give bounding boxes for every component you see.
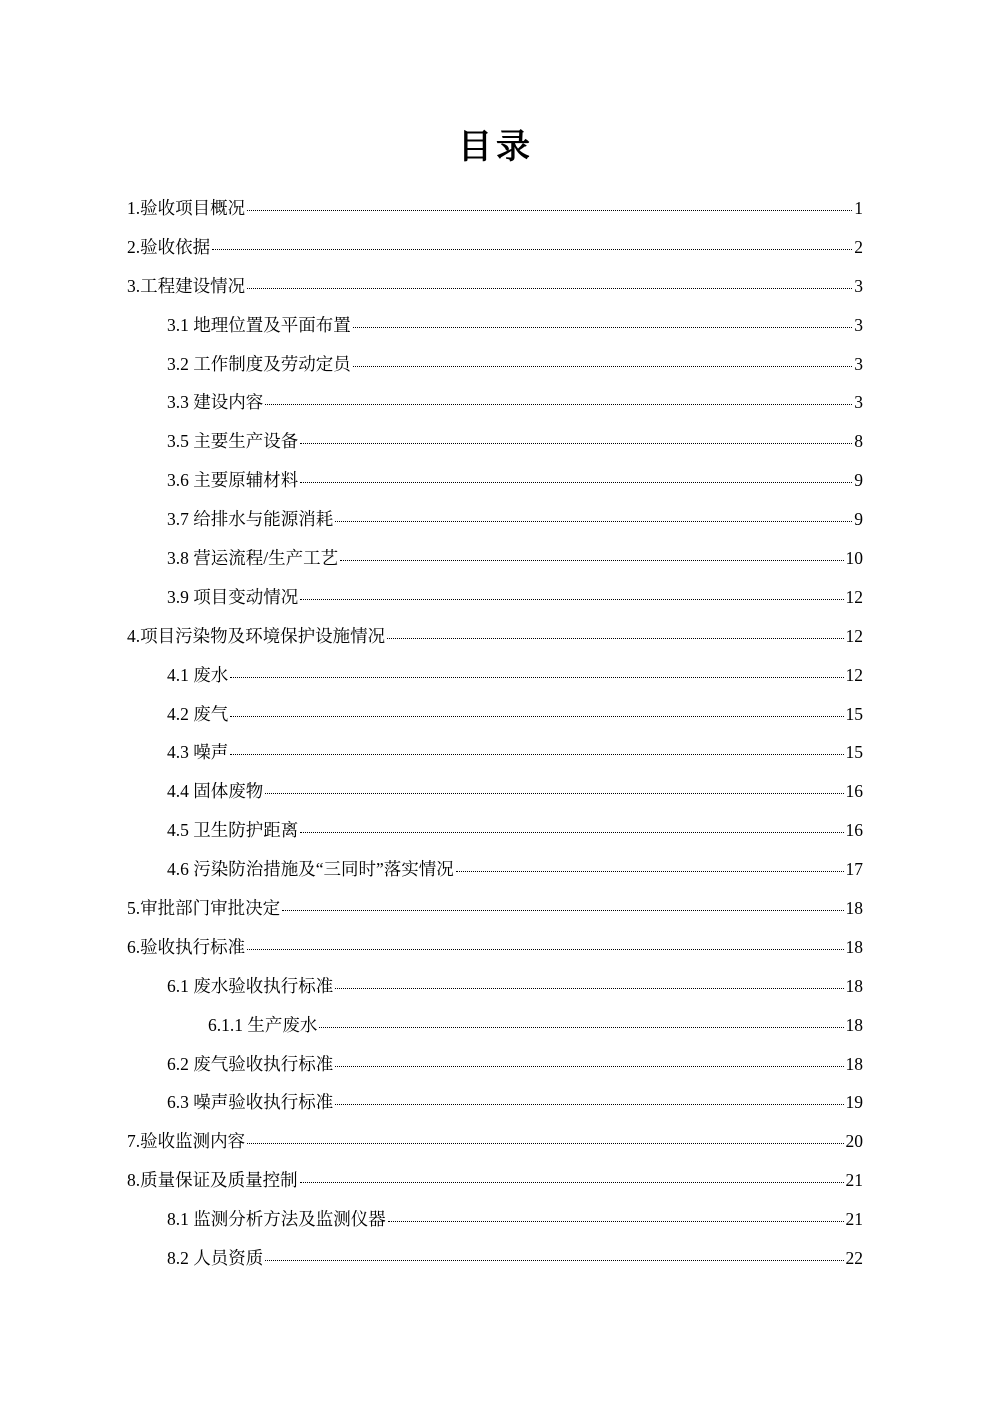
toc-dot-leader xyxy=(212,249,852,250)
toc-entry[interactable] xyxy=(127,1085,863,1124)
toc-entry[interactable] xyxy=(127,541,863,580)
toc-entry-page-number: 18 xyxy=(845,1053,863,1074)
toc-entry-page-number: 10 xyxy=(845,548,863,569)
toc-entry-page-number: 12 xyxy=(845,664,863,685)
toc-entry[interactable] xyxy=(127,852,863,891)
toc-dot-leader xyxy=(247,210,852,211)
toc-dot-leader xyxy=(387,638,843,639)
toc-dot-leader xyxy=(353,327,853,328)
toc-dot-leader xyxy=(335,988,843,989)
toc-entry-page-number: 18 xyxy=(845,898,863,919)
toc-entry[interactable] xyxy=(127,697,863,736)
toc-entry-label: 4.2 废气 xyxy=(167,703,229,724)
toc-entry[interactable] xyxy=(127,969,863,1008)
toc-entry-page-number: 18 xyxy=(845,936,863,957)
toc-entry-page-number: 15 xyxy=(845,703,863,724)
toc-dot-leader xyxy=(340,560,843,561)
toc-entry-label: 3.2 工作制度及劳动定员 xyxy=(167,353,351,374)
toc-entry[interactable] xyxy=(127,502,863,541)
toc-entry[interactable] xyxy=(127,347,863,386)
toc-dot-leader xyxy=(456,871,844,872)
toc-dot-leader xyxy=(319,1027,843,1028)
toc-entry[interactable] xyxy=(127,308,863,347)
toc-entry-page-number: 9 xyxy=(854,509,863,530)
toc-entry-page-number: 21 xyxy=(845,1209,863,1230)
toc-entry-page-number: 2 xyxy=(854,236,863,257)
page-title: 目录 xyxy=(458,127,534,167)
toc-dot-leader xyxy=(300,443,852,444)
toc-entry-page-number: 9 xyxy=(854,470,863,491)
toc-entry[interactable] xyxy=(127,269,863,308)
toc-entry[interactable] xyxy=(127,735,863,774)
toc-entry-label: 4.5 卫生防护距离 xyxy=(167,820,299,841)
toc-entry-page-number: 12 xyxy=(845,625,863,646)
toc-entry[interactable] xyxy=(127,1163,863,1202)
toc-entry-label: 3.5 主要生产设备 xyxy=(167,431,299,452)
toc-entry-label: 4.4 固体废物 xyxy=(167,781,264,802)
toc-entry-label: 6.1.1 生产废水 xyxy=(208,1014,318,1035)
toc-entry-page-number: 16 xyxy=(845,820,863,841)
toc-entry-label: 4.1 废水 xyxy=(167,664,229,685)
toc-entry-label: 4.项目污染物及环境保护设施情况 xyxy=(127,625,386,646)
toc-entry-page-number: 18 xyxy=(845,975,863,996)
toc-dot-leader xyxy=(265,1260,843,1261)
toc-entry-label: 8.质量保证及质量控制 xyxy=(127,1170,298,1191)
toc-entry-label: 3.7 给排水与能源消耗 xyxy=(167,509,334,530)
toc-dot-leader xyxy=(388,1221,844,1222)
toc-entry[interactable] xyxy=(127,891,863,930)
toc-entry-label: 3.9 项目变动情况 xyxy=(167,586,299,607)
toc-entry[interactable] xyxy=(127,1202,863,1241)
toc-entry-label: 8.2 人员资质 xyxy=(167,1248,264,1269)
toc-entry[interactable] xyxy=(127,424,863,463)
toc-dot-leader xyxy=(335,1104,843,1105)
toc-entry[interactable] xyxy=(127,1124,863,1163)
toc-entry[interactable] xyxy=(127,230,863,269)
toc-entry-label: 6.1 废水验收执行标准 xyxy=(167,975,334,996)
toc-entry[interactable] xyxy=(127,658,863,697)
toc-entry-page-number: 18 xyxy=(845,1014,863,1035)
toc-entry-page-number: 1 xyxy=(854,198,863,218)
toc-entry-page-number: 19 xyxy=(845,1092,863,1113)
toc-entry[interactable] xyxy=(127,1047,863,1086)
toc-entry-label: 4.3 噪声 xyxy=(167,742,229,763)
toc-entry-label: 6.3 噪声验收执行标准 xyxy=(167,1092,334,1113)
toc-entry-page-number: 17 xyxy=(845,859,863,880)
toc-entry-page-number: 3 xyxy=(854,314,863,335)
toc-entry-page-number: 3 xyxy=(854,392,863,413)
toc-entry-label: 3.8 营运流程/生产工艺 xyxy=(167,548,339,569)
toc-entry-page-number: 20 xyxy=(845,1131,863,1152)
toc-entry-label: 7.验收监测内容 xyxy=(127,1131,246,1152)
toc-entry[interactable] xyxy=(127,813,863,852)
toc-entry[interactable] xyxy=(127,774,863,813)
toc-entry-label: 8.1 监测分析方法及监测仪器 xyxy=(167,1209,386,1230)
toc-dot-leader xyxy=(335,521,852,522)
toc-entry-label: 3.1 地理位置及平面布置 xyxy=(167,314,351,335)
toc-entry-label: 4.6 污染防治措施及“三同时”落实情况 xyxy=(167,859,454,880)
toc-entry[interactable] xyxy=(127,580,863,619)
toc-entry-label: 1.验收项目概况 xyxy=(127,198,246,218)
toc-entry-label: 3.6 主要原辅材料 xyxy=(167,470,299,491)
toc-dot-leader xyxy=(282,910,843,911)
toc-entry-label: 5.审批部门审批决定 xyxy=(127,898,281,919)
toc-dot-leader xyxy=(300,832,843,833)
toc-entry-label: 3.工程建设情况 xyxy=(127,275,246,296)
toc-dot-leader xyxy=(300,599,843,600)
toc-entry[interactable] xyxy=(127,930,863,969)
toc-entry-label: 2.验收依据 xyxy=(127,236,211,257)
toc-dot-leader xyxy=(300,482,852,483)
toc-dot-leader xyxy=(247,949,843,950)
table-of-contents xyxy=(127,191,863,1280)
toc-entry-page-number: 3 xyxy=(854,353,863,374)
toc-dot-leader xyxy=(300,1182,844,1183)
toc-entry-page-number: 3 xyxy=(854,275,863,296)
toc-entry[interactable] xyxy=(127,463,863,502)
toc-dot-leader xyxy=(230,754,843,755)
toc-dot-leader xyxy=(247,1143,843,1144)
toc-entry[interactable] xyxy=(127,619,863,658)
toc-dot-leader xyxy=(335,1066,843,1067)
toc-dot-leader xyxy=(247,288,852,289)
toc-entry-page-number: 21 xyxy=(845,1170,863,1191)
toc-entry-label: 6.验收执行标准 xyxy=(127,936,246,957)
toc-entry[interactable] xyxy=(127,191,863,230)
toc-entry[interactable] xyxy=(127,385,863,424)
toc-entry-page-number: 15 xyxy=(845,742,863,763)
toc-entry-page-number: 16 xyxy=(845,781,863,802)
toc-dot-leader xyxy=(265,793,843,794)
toc-entry-label: 3.3 建设内容 xyxy=(167,392,264,413)
toc-entry-label: 6.2 废气验收执行标准 xyxy=(167,1053,334,1074)
toc-entry[interactable] xyxy=(127,1008,863,1047)
toc-dot-leader xyxy=(230,716,843,717)
toc-entry[interactable] xyxy=(127,1241,863,1280)
toc-entry-page-number: 12 xyxy=(845,586,863,607)
toc-entry-page-number: 22 xyxy=(845,1248,863,1269)
toc-dot-leader xyxy=(230,677,843,678)
toc-dot-leader xyxy=(265,404,852,405)
toc-dot-leader xyxy=(353,366,853,367)
toc-entry-page-number: 8 xyxy=(854,431,863,452)
